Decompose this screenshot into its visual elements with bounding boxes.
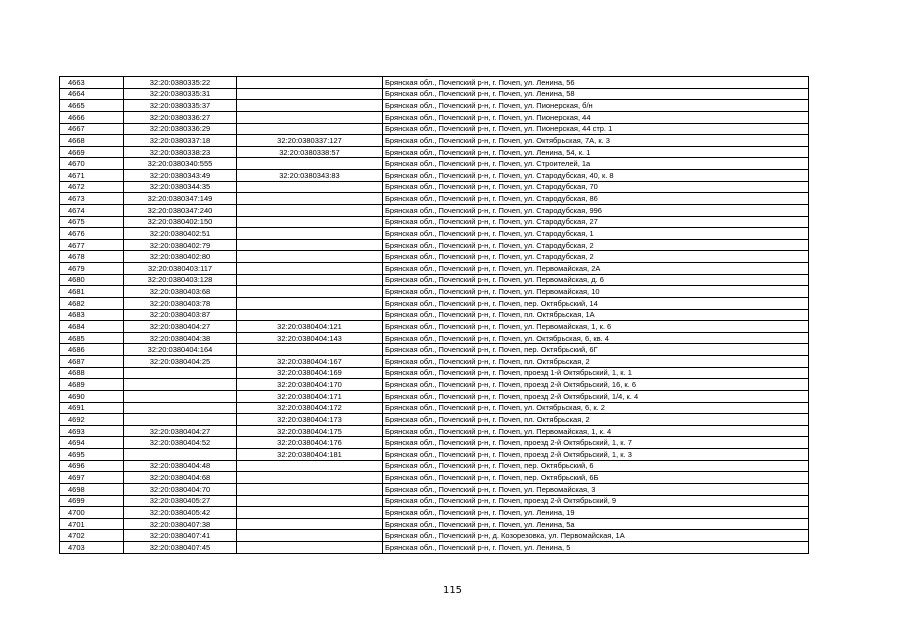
- cadastral-number-cell: 32:20:0380340:555: [124, 158, 237, 170]
- cadastral-number-cell: 32:20:0380335:22: [124, 77, 237, 89]
- cadastral-number-cell: 32:20:0380404:52: [124, 437, 237, 449]
- address-cell: Брянская обл., Почепский р-н, г. Почеп, ул. Стародубская, 2: [383, 251, 809, 263]
- row-number-cell: 4675: [60, 216, 124, 228]
- cadastral-number-cell: [124, 367, 237, 379]
- address-cell: Брянская обл., Почепский р-н, г. Почеп, пер. Октябрьский, 14: [383, 297, 809, 309]
- table-row: [60, 367, 809, 379]
- row-number-cell: 4668: [60, 135, 124, 147]
- cadastral-number-cell: 32:20:0380405:42: [124, 507, 237, 519]
- cadastral-number-cell: 32:20:0380403:117: [124, 263, 237, 275]
- linked-cadastral-number-cell: [237, 309, 383, 321]
- linked-cadastral-number-cell: 32:20:0380404:167: [237, 356, 383, 368]
- linked-cadastral-number-cell: [237, 158, 383, 170]
- table-row: [60, 216, 809, 228]
- row-number-cell: 4672: [60, 181, 124, 193]
- table-row: [60, 123, 809, 135]
- address-cell: Брянская обл., Почепский р-н, г. Почеп, ул. Первомайская, 3: [383, 483, 809, 495]
- row-number-cell: 4691: [60, 402, 124, 414]
- address-cell: Брянская обл., Почепский р-н, г. Почеп, проезд 1-й Октябрьский, 1, к. 1: [383, 367, 809, 379]
- row-number-cell: 4665: [60, 100, 124, 112]
- table-row: [60, 111, 809, 123]
- row-number-cell: 4701: [60, 518, 124, 530]
- linked-cadastral-number-cell: 32:20:0380404:169: [237, 367, 383, 379]
- table-row: [60, 263, 809, 275]
- table-row: [60, 390, 809, 402]
- linked-cadastral-number-cell: 32:20:0380343:83: [237, 170, 383, 182]
- row-number-cell: 4664: [60, 88, 124, 100]
- row-number-cell: 4689: [60, 379, 124, 391]
- address-cell: Брянская обл., Почепский р-н, г. Почеп, пл. Октябрьская, 2: [383, 356, 809, 368]
- cadastral-number-cell: 32:20:0380335:31: [124, 88, 237, 100]
- row-number-cell: 4681: [60, 286, 124, 298]
- linked-cadastral-number-cell: 32:20:0380404:121: [237, 321, 383, 333]
- linked-cadastral-number-cell: [237, 483, 383, 495]
- table-row: [60, 77, 809, 89]
- linked-cadastral-number-cell: 32:20:0380404:176: [237, 437, 383, 449]
- address-cell: Брянская обл., Почепский р-н, г. Почеп, ул. Строителей, 1а: [383, 158, 809, 170]
- linked-cadastral-number-cell: 32:20:0380404:172: [237, 402, 383, 414]
- row-number-cell: 4696: [60, 460, 124, 472]
- address-cell: Брянская обл., Почепский р-н, г. Почеп, проезд 2-й Октябрьский, 1, к. 3: [383, 449, 809, 461]
- linked-cadastral-number-cell: [237, 274, 383, 286]
- table-row: [60, 274, 809, 286]
- row-number-cell: 4694: [60, 437, 124, 449]
- row-number-cell: 4679: [60, 263, 124, 275]
- row-number-cell: 4673: [60, 193, 124, 205]
- table-row: [60, 495, 809, 507]
- table-row: [60, 449, 809, 461]
- address-cell: Брянская обл., Почепский р-н, г. Почеп, ул. Октябрьская, 6, кв. 4: [383, 332, 809, 344]
- table-row: [60, 518, 809, 530]
- linked-cadastral-number-cell: [237, 228, 383, 240]
- address-cell: Брянская обл., Почепский р-н, г. Почеп, пл. Октябрьская, 1А: [383, 309, 809, 321]
- linked-cadastral-number-cell: [237, 542, 383, 554]
- linked-cadastral-number-cell: 32:20:0380404:143: [237, 332, 383, 344]
- linked-cadastral-number-cell: 32:20:0380404:170: [237, 379, 383, 391]
- linked-cadastral-number-cell: [237, 507, 383, 519]
- table-row: [60, 170, 809, 182]
- linked-cadastral-number-cell: [237, 193, 383, 205]
- table-row: [60, 472, 809, 484]
- table-row: [60, 402, 809, 414]
- table-row: [60, 100, 809, 112]
- address-cell: Брянская обл., Почепский р-н, г. Почеп, ул. Октябрьская, 6, к. 2: [383, 402, 809, 414]
- page-number: 115: [442, 585, 463, 596]
- address-cell: Брянская обл., Почепский р-н, г. Почеп, ул. Октябрьская, 7А, к. 3: [383, 135, 809, 147]
- address-cell: Брянская обл., Почепский р-н, г. Почеп, проезд 2-й Октябрьский, 9: [383, 495, 809, 507]
- linked-cadastral-number-cell: [237, 111, 383, 123]
- address-cell: Брянская обл., Почепский р-н, г. Почеп, ул. Стародубская, 40, к. 8: [383, 170, 809, 182]
- row-number-cell: 4663: [60, 77, 124, 89]
- cadastral-number-cell: 32:20:0380403:87: [124, 309, 237, 321]
- linked-cadastral-number-cell: 32:20:0380404:173: [237, 414, 383, 426]
- table-row: [60, 309, 809, 321]
- row-number-cell: 4702: [60, 530, 124, 542]
- table-row: [60, 228, 809, 240]
- table-row: [60, 88, 809, 100]
- address-cell: Брянская обл., Почепский р-н, д. Козорезовка, ул. Первомайская, 1А: [383, 530, 809, 542]
- address-cell: Брянская обл., Почепский р-н, г. Почеп, проезд 2-й Октябрьский, 1, к. 7: [383, 437, 809, 449]
- table-row: [60, 542, 809, 554]
- linked-cadastral-number-cell: [237, 100, 383, 112]
- linked-cadastral-number-cell: [237, 495, 383, 507]
- row-number-cell: 4695: [60, 449, 124, 461]
- table-row: [60, 414, 809, 426]
- address-cell: Брянская обл., Почепский р-н, г. Почеп, ул. Стародубская, 2: [383, 239, 809, 251]
- address-cell: Брянская обл., Почепский р-н, г. Почеп, ул. Ленина, 5: [383, 542, 809, 554]
- address-cell: Брянская обл., Почепский р-н, г. Почеп, пер. Октябрьский, 6Б: [383, 472, 809, 484]
- address-cell: Брянская обл., Почепский р-н, г. Почеп, ул. Первомайская, 1, к. 6: [383, 321, 809, 333]
- linked-cadastral-number-cell: [237, 77, 383, 89]
- cadastral-number-cell: 32:20:0380403:68: [124, 286, 237, 298]
- cadastral-number-cell: 32:20:0380403:78: [124, 297, 237, 309]
- table-row: [60, 146, 809, 158]
- cadastral-number-cell: 32:20:0380402:150: [124, 216, 237, 228]
- registry-table-body: [60, 77, 809, 554]
- row-number-cell: 4690: [60, 390, 124, 402]
- linked-cadastral-number-cell: [237, 88, 383, 100]
- table-row: [60, 437, 809, 449]
- cadastral-number-cell: 32:20:0380403:128: [124, 274, 237, 286]
- cadastral-number-cell: 32:20:0380347:149: [124, 193, 237, 205]
- address-cell: Брянская обл., Почепский р-н, г. Почеп, ул. Ленина, 58: [383, 88, 809, 100]
- address-cell: Брянская обл., Почепский р-н, г. Почеп, проезд 2-й Октябрьский, 1/4, к. 4: [383, 390, 809, 402]
- table-row: [60, 332, 809, 344]
- address-cell: Брянская обл., Почепский р-н, г. Почеп, ул. Первомайская, 10: [383, 286, 809, 298]
- cadastral-number-cell: 32:20:0380404:70: [124, 483, 237, 495]
- table-row: [60, 483, 809, 495]
- linked-cadastral-number-cell: [237, 181, 383, 193]
- row-number-cell: 4683: [60, 309, 124, 321]
- cadastral-number-cell: 32:20:0380344:35: [124, 181, 237, 193]
- row-number-cell: 4698: [60, 483, 124, 495]
- linked-cadastral-number-cell: [237, 286, 383, 298]
- cadastral-number-cell: [124, 449, 237, 461]
- linked-cadastral-number-cell: [237, 460, 383, 472]
- linked-cadastral-number-cell: [237, 530, 383, 542]
- row-number-cell: 4692: [60, 414, 124, 426]
- cadastral-number-cell: 32:20:0380407:41: [124, 530, 237, 542]
- address-cell: Брянская обл., Почепский р-н, г. Почеп, ул. Пионерская, б/н: [383, 100, 809, 112]
- address-cell: Брянская обл., Почепский р-н, г. Почеп, ул. Ленина, 5а: [383, 518, 809, 530]
- address-cell: Брянская обл., Почепский р-н, г. Почеп, ул. Стародубская, 1: [383, 228, 809, 240]
- address-cell: Брянская обл., Почепский р-н, г. Почеп, ул. Первомайская, д. 6: [383, 274, 809, 286]
- linked-cadastral-number-cell: [237, 518, 383, 530]
- address-cell: Брянская обл., Почепский р-н, г. Почеп, пл. Октябрьская, 2: [383, 414, 809, 426]
- address-cell: Брянская обл., Почепский р-н, г. Почеп, ул. Первомайская, 2А: [383, 263, 809, 275]
- table-row: [60, 158, 809, 170]
- cadastral-number-cell: 32:20:0380336:29: [124, 123, 237, 135]
- linked-cadastral-number-cell: 32:20:0380337:127: [237, 135, 383, 147]
- cadastral-number-cell: 32:20:0380404:25: [124, 356, 237, 368]
- table-row: [60, 344, 809, 356]
- cadastral-number-cell: 32:20:0380405:27: [124, 495, 237, 507]
- table-row: [60, 530, 809, 542]
- address-cell: Брянская обл., Почепский р-н, г. Почеп, ул. Первомайская, 1, к. 4: [383, 425, 809, 437]
- registry-table: [59, 76, 809, 554]
- table-row: [60, 204, 809, 216]
- row-number-cell: 4682: [60, 297, 124, 309]
- cadastral-number-cell: 32:20:0380404:27: [124, 425, 237, 437]
- row-number-cell: 4688: [60, 367, 124, 379]
- row-number-cell: 4666: [60, 111, 124, 123]
- row-number-cell: 4699: [60, 495, 124, 507]
- cadastral-number-cell: 32:20:0380404:38: [124, 332, 237, 344]
- cadastral-number-cell: 32:20:0380404:164: [124, 344, 237, 356]
- table-row: [60, 193, 809, 205]
- row-number-cell: 4678: [60, 251, 124, 263]
- linked-cadastral-number-cell: [237, 239, 383, 251]
- cadastral-number-cell: 32:20:0380402:79: [124, 239, 237, 251]
- linked-cadastral-number-cell: [237, 251, 383, 263]
- table-row: [60, 181, 809, 193]
- address-cell: Брянская обл., Почепский р-н, г. Почеп, пер. Октябрьский, 6Г: [383, 344, 809, 356]
- cadastral-number-cell: [124, 379, 237, 391]
- cadastral-number-cell: 32:20:0380402:51: [124, 228, 237, 240]
- cadastral-number-cell: 32:20:0380402:80: [124, 251, 237, 263]
- cadastral-number-cell: [124, 414, 237, 426]
- address-cell: Брянская обл., Почепский р-н, г. Почеп, ул. Ленина, 19: [383, 507, 809, 519]
- row-number-cell: 4685: [60, 332, 124, 344]
- cadastral-number-cell: 32:20:0380336:27: [124, 111, 237, 123]
- row-number-cell: 4686: [60, 344, 124, 356]
- table-row: [60, 251, 809, 263]
- row-number-cell: 4687: [60, 356, 124, 368]
- row-number-cell: 4676: [60, 228, 124, 240]
- table-row: [60, 135, 809, 147]
- address-cell: Брянская обл., Почепский р-н, г. Почеп, ул. Стародубская, 27: [383, 216, 809, 228]
- linked-cadastral-number-cell: [237, 472, 383, 484]
- address-cell: Брянская обл., Почепский р-н, г. Почеп, ул. Ленина, 56: [383, 77, 809, 89]
- linked-cadastral-number-cell: [237, 216, 383, 228]
- cadastral-number-cell: 32:20:0380404:48: [124, 460, 237, 472]
- row-number-cell: 4700: [60, 507, 124, 519]
- table-row: [60, 460, 809, 472]
- cadastral-number-cell: [124, 390, 237, 402]
- table-row: [60, 286, 809, 298]
- cadastral-number-cell: 32:20:0380343:49: [124, 170, 237, 182]
- address-cell: Брянская обл., Почепский р-н, г. Почеп, ул. Стародубская, 996: [383, 204, 809, 216]
- cadastral-number-cell: [124, 402, 237, 414]
- cadastral-number-cell: 32:20:0380404:27: [124, 321, 237, 333]
- linked-cadastral-number-cell: 32:20:0380338:57: [237, 146, 383, 158]
- cadastral-number-cell: 32:20:0380335:37: [124, 100, 237, 112]
- row-number-cell: 4684: [60, 321, 124, 333]
- cadastral-number-cell: 32:20:0380337:18: [124, 135, 237, 147]
- row-number-cell: 4677: [60, 239, 124, 251]
- linked-cadastral-number-cell: [237, 263, 383, 275]
- linked-cadastral-number-cell: 32:20:0380404:181: [237, 449, 383, 461]
- address-cell: Брянская обл., Почепский р-н, г. Почеп, ул. Стародубская, 70: [383, 181, 809, 193]
- linked-cadastral-number-cell: [237, 204, 383, 216]
- cadastral-number-cell: 32:20:0380407:45: [124, 542, 237, 554]
- cadastral-number-cell: 32:20:0380338:23: [124, 146, 237, 158]
- address-cell: Брянская обл., Почепский р-н, г. Почеп, ул. Стародубская, 86: [383, 193, 809, 205]
- linked-cadastral-number-cell: [237, 123, 383, 135]
- row-number-cell: 4669: [60, 146, 124, 158]
- address-cell: Брянская обл., Почепский р-н, г. Почеп, ул. Ленина, 54, к. 1: [383, 146, 809, 158]
- address-cell: Брянская обл., Почепский р-н, г. Почеп, ул. Пионерская, 44: [383, 111, 809, 123]
- linked-cadastral-number-cell: [237, 297, 383, 309]
- address-cell: Брянская обл., Почепский р-н, г. Почеп, пер. Октябрьский, 6: [383, 460, 809, 472]
- cadastral-number-cell: 32:20:0380407:38: [124, 518, 237, 530]
- cadastral-number-cell: 32:20:0380404:68: [124, 472, 237, 484]
- row-number-cell: 4680: [60, 274, 124, 286]
- address-cell: Брянская обл., Почепский р-н, г. Почеп, проезд 2-й Октябрьский, 16, к. 6: [383, 379, 809, 391]
- table-row: [60, 239, 809, 251]
- row-number-cell: 4670: [60, 158, 124, 170]
- table-row: [60, 507, 809, 519]
- linked-cadastral-number-cell: 32:20:0380404:175: [237, 425, 383, 437]
- table-row: [60, 297, 809, 309]
- row-number-cell: 4697: [60, 472, 124, 484]
- cadastral-number-cell: 32:20:0380347:240: [124, 204, 237, 216]
- table-row: [60, 425, 809, 437]
- linked-cadastral-number-cell: [237, 344, 383, 356]
- table-row: [60, 379, 809, 391]
- row-number-cell: 4667: [60, 123, 124, 135]
- linked-cadastral-number-cell: 32:20:0380404:171: [237, 390, 383, 402]
- row-number-cell: 4703: [60, 542, 124, 554]
- table-row: [60, 356, 809, 368]
- address-cell: Брянская обл., Почепский р-н, г. Почеп, ул. Пионерская, 44 стр. 1: [383, 123, 809, 135]
- row-number-cell: 4671: [60, 170, 124, 182]
- row-number-cell: 4693: [60, 425, 124, 437]
- row-number-cell: 4674: [60, 204, 124, 216]
- table-row: [60, 321, 809, 333]
